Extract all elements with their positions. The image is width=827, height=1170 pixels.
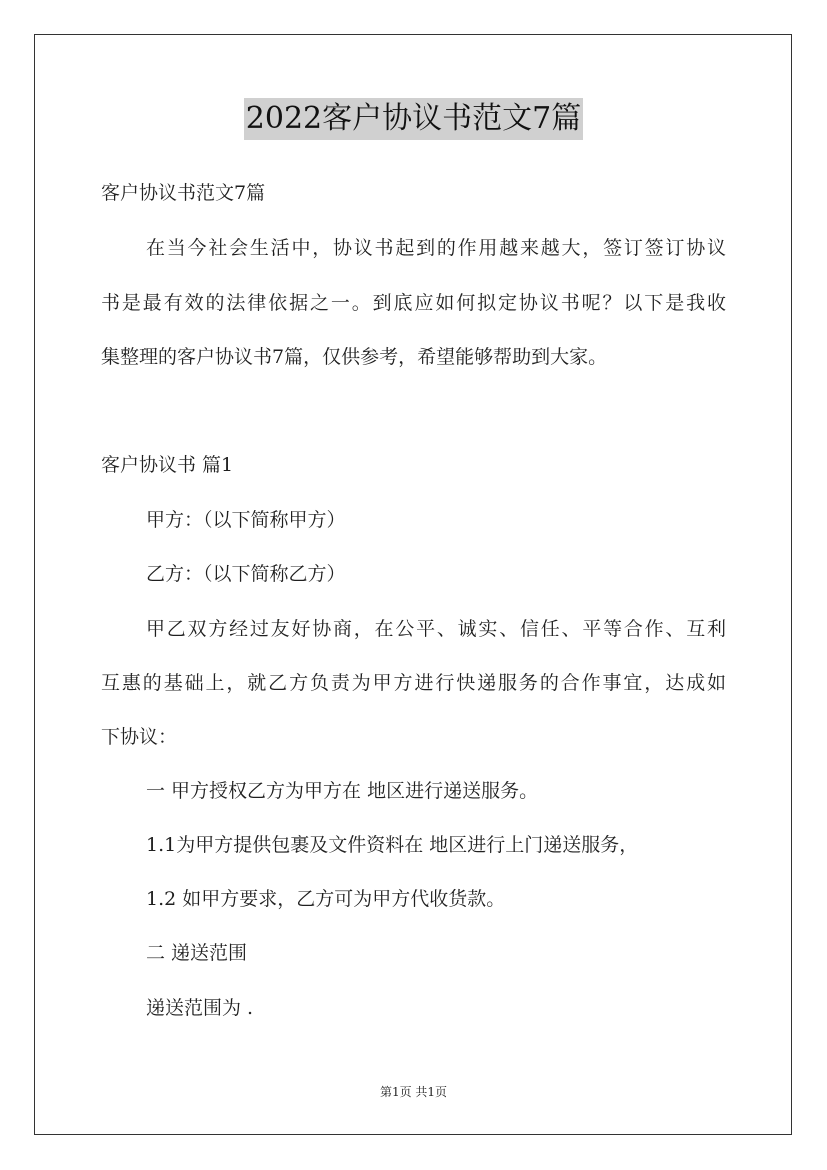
clause-1-2: 1.2 如甲方要求，乙方可为甲方代收货款。: [146, 888, 506, 910]
document-subtitle: 客户协议书范文7篇: [101, 182, 266, 204]
clause-2-text: 递送范围为 .: [146, 997, 254, 1019]
party-a-line: 甲方：（以下简称甲方）: [146, 509, 346, 531]
agreement-paragraph-line: 互惠的基础上，就乙方负责为甲方进行快递服务的合作事宜，达成如: [101, 672, 726, 694]
party-b-line: 乙方：（以下简称乙方）: [146, 563, 346, 585]
clause-1: 一 甲方授权乙方为甲方在 地区进行递送服务。: [146, 780, 539, 802]
title-container: [0, 98, 827, 140]
agreement-paragraph-line: 下协议：: [101, 726, 178, 748]
page-footer: 第1页 共1页: [379, 1085, 448, 1099]
intro-paragraph-line: 书是最有效的法律依据之一。到底应如何拟定协议书呢？以下是我收: [101, 292, 726, 314]
clause-1-1: 1.1为甲方提供包裹及文件资料在 地区进行上门递送服务，: [146, 834, 639, 856]
intro-paragraph-line: 集整理的客户协议书7篇，仅供参考，希望能够帮助到大家。: [101, 346, 608, 368]
agreement-paragraph-line: 甲乙双方经过友好协商，在公平、诚实、信任、平等合作、互利: [146, 618, 726, 640]
section-heading: 客户协议书 篇1: [101, 454, 234, 476]
clause-2: 二 递送范围: [146, 942, 248, 964]
intro-paragraph-line: 在当今社会生活中，协议书起到的作用越来越大，签订签订协议: [146, 237, 726, 259]
document-title: 2022客户协议书范文7篇: [244, 98, 583, 140]
